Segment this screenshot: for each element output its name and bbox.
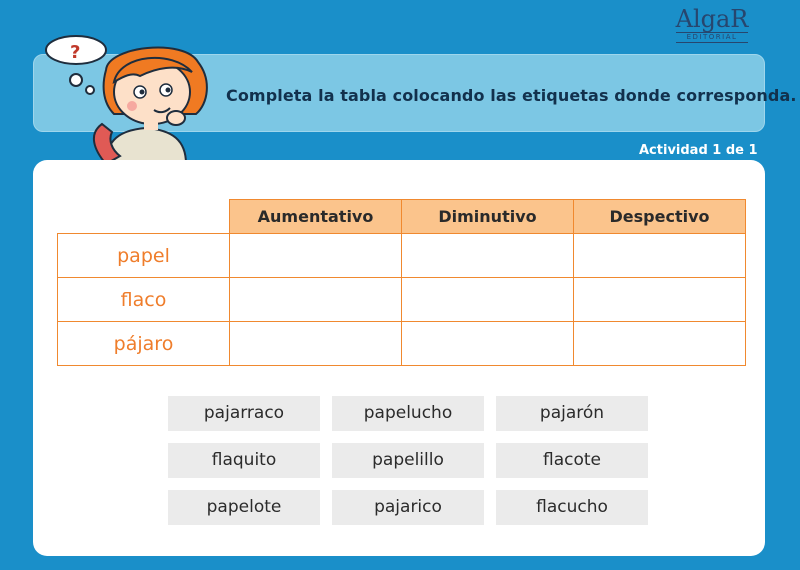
row-label-flaco: flaco [58,278,230,322]
brand-logo [672,6,752,44]
mascot-girl-illustration [36,32,216,164]
drop-cell[interactable] [574,234,746,278]
brand-name: AlgaR [675,5,749,33]
drop-cell[interactable] [230,234,402,278]
table-header-row [58,200,746,234]
draggable-tag[interactable]: flacote [496,443,648,478]
drop-cell[interactable] [574,278,746,322]
row-label-pajaro: pájaro [58,322,230,366]
table-corner-cell [58,200,230,234]
classification-table [57,199,746,366]
activity-counter: Actividad 1 de 1 [639,143,758,158]
instruction-text: Completa la tabla colocando las etiquetas donde corresponda. [226,86,797,105]
draggable-tag[interactable]: flaquito [168,443,320,478]
drop-cell[interactable] [402,322,574,366]
draggable-tags-bank [168,396,650,525]
row-label-papel: papel [58,234,230,278]
draggable-tag[interactable]: pajarico [332,490,484,525]
draggable-tag[interactable]: papelote [168,490,320,525]
column-header-aumentativo: Aumentativo [230,200,402,234]
table-row [58,278,746,322]
drop-cell[interactable] [230,278,402,322]
draggable-tag[interactable]: pajarraco [168,396,320,431]
table-row [58,234,746,278]
drop-cell[interactable] [402,234,574,278]
draggable-tag[interactable]: papelillo [332,443,484,478]
table-row [58,322,746,366]
thought-bubble [46,36,106,94]
draggable-tag[interactable]: flacucho [496,490,648,525]
drop-cell[interactable] [402,278,574,322]
column-header-diminutivo: Diminutivo [402,200,574,234]
column-header-despectivo: Despectivo [574,200,746,234]
draggable-tag[interactable]: papelucho [332,396,484,431]
drop-cell[interactable] [574,322,746,366]
question-mark-icon: ? [70,42,81,63]
brand-subtitle: EDITORIAL [676,32,748,43]
drop-cell[interactable] [230,322,402,366]
draggable-tag[interactable]: pajarón [496,396,648,431]
